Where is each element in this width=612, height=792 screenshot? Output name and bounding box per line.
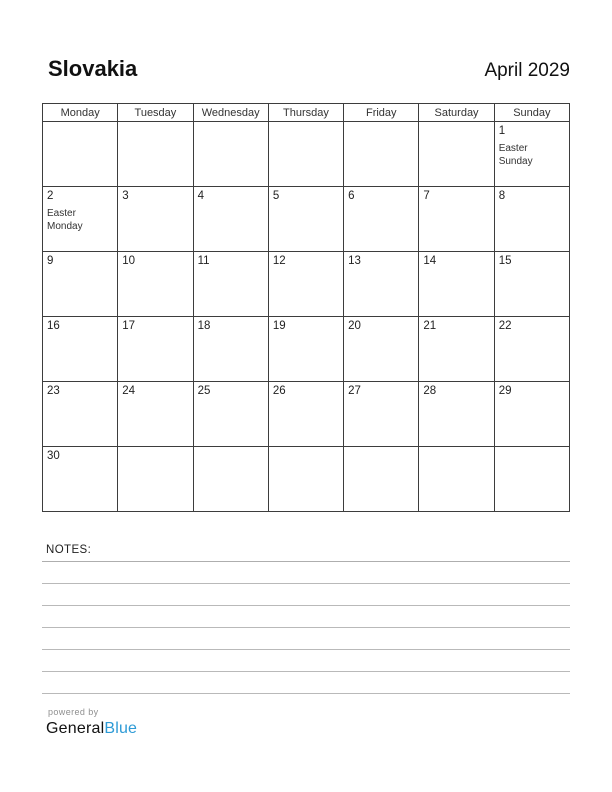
day-number: 29 bbox=[498, 385, 512, 397]
day-number: 25 bbox=[197, 385, 211, 397]
day-number: 16 bbox=[47, 320, 60, 332]
calendar-cell bbox=[268, 447, 343, 512]
calendar-cell bbox=[118, 187, 193, 252]
day-number: 22 bbox=[498, 320, 512, 332]
calendar-cell bbox=[193, 317, 268, 382]
notes-label-row bbox=[42, 538, 570, 562]
calendar-cell bbox=[344, 382, 419, 447]
weekday-header: Saturday bbox=[419, 104, 494, 122]
calendar-cell bbox=[118, 447, 193, 512]
day-number: 27 bbox=[348, 385, 361, 397]
holiday-label: Easter Monday bbox=[47, 207, 83, 233]
day-number: 21 bbox=[423, 320, 437, 332]
calendar-cell bbox=[268, 122, 343, 187]
calendar-cell bbox=[419, 122, 494, 187]
day-number: 5 bbox=[272, 190, 280, 202]
note-line bbox=[42, 562, 570, 584]
calendar-cell bbox=[494, 382, 569, 447]
note-line bbox=[42, 672, 570, 694]
day-number: 12 bbox=[272, 255, 286, 267]
day-number: 20 bbox=[348, 320, 361, 332]
calendar-cell bbox=[268, 317, 343, 382]
calendar-cell bbox=[43, 447, 118, 512]
weekday-header: Monday bbox=[43, 104, 118, 122]
calendar-cell bbox=[344, 187, 419, 252]
day-number: 2 bbox=[47, 190, 54, 202]
day-number: 26 bbox=[272, 385, 286, 397]
day-number: 23 bbox=[47, 385, 60, 397]
calendar-week-row bbox=[43, 252, 570, 317]
note-line bbox=[42, 628, 570, 650]
weekday-header-row bbox=[43, 104, 570, 122]
calendar-week-row bbox=[43, 122, 570, 187]
calendar-cell bbox=[43, 187, 118, 252]
day-number: 11 bbox=[197, 255, 210, 267]
holiday-label: Easter Sunday bbox=[498, 142, 533, 168]
calendar-cell bbox=[494, 122, 569, 187]
note-line bbox=[42, 584, 570, 606]
calendar-cell bbox=[43, 382, 118, 447]
weekday-header: Wednesday bbox=[193, 104, 268, 122]
notes-label: NOTES: bbox=[46, 544, 92, 556]
calendar-cell bbox=[419, 252, 494, 317]
day-number: 4 bbox=[197, 190, 204, 202]
calendar-cell bbox=[419, 187, 494, 252]
weekday-header: Sunday bbox=[494, 104, 569, 122]
calendar-cell bbox=[494, 317, 569, 382]
calendar-cell bbox=[43, 252, 118, 317]
calendar-cell bbox=[43, 317, 118, 382]
brand-blue-text: Blue bbox=[104, 720, 138, 737]
day-number: 7 bbox=[423, 190, 430, 202]
day-number: 13 bbox=[348, 255, 361, 267]
note-line bbox=[42, 650, 570, 672]
brand-logo bbox=[46, 720, 137, 738]
powered-by-label: powered by bbox=[48, 707, 99, 717]
day-number: 3 bbox=[122, 190, 129, 202]
calendar-cell bbox=[494, 252, 569, 317]
calendar-cell bbox=[419, 382, 494, 447]
notes-section bbox=[42, 538, 570, 694]
day-number: 28 bbox=[423, 385, 437, 397]
calendar-cell bbox=[494, 187, 569, 252]
calendar-cell bbox=[193, 187, 268, 252]
calendar-cell bbox=[344, 447, 419, 512]
weekday-header: Thursday bbox=[268, 104, 343, 122]
note-line bbox=[42, 606, 570, 628]
calendar-cell bbox=[43, 122, 118, 187]
calendar-cell bbox=[193, 252, 268, 317]
calendar-week-row bbox=[43, 382, 570, 447]
calendar-cell bbox=[494, 447, 569, 512]
day-number: 6 bbox=[348, 190, 355, 202]
calendar-cell bbox=[268, 252, 343, 317]
weekday-header: Tuesday bbox=[118, 104, 193, 122]
day-number: 8 bbox=[498, 190, 506, 202]
brand-general-text: General bbox=[46, 720, 105, 737]
day-number: 1 bbox=[498, 125, 506, 137]
calendar-week-row bbox=[43, 447, 570, 512]
calendar bbox=[42, 103, 570, 512]
day-number: 10 bbox=[122, 255, 136, 267]
month-year-label: April 2029 bbox=[484, 60, 570, 81]
page-title: Slovakia bbox=[48, 56, 138, 81]
calendar-cell bbox=[268, 382, 343, 447]
calendar-cell bbox=[268, 187, 343, 252]
calendar-week-row bbox=[43, 317, 570, 382]
day-number: 14 bbox=[423, 255, 437, 267]
day-number: 17 bbox=[122, 320, 136, 332]
calendar-cell bbox=[344, 122, 419, 187]
calendar-cell bbox=[118, 382, 193, 447]
day-number: 19 bbox=[272, 320, 286, 332]
day-number: 15 bbox=[498, 255, 512, 267]
footer bbox=[46, 707, 137, 738]
calendar-cell bbox=[419, 447, 494, 512]
calendar-cell bbox=[419, 317, 494, 382]
calendar-week-row bbox=[43, 187, 570, 252]
calendar-cell bbox=[344, 252, 419, 317]
calendar-cell bbox=[193, 447, 268, 512]
day-number: 18 bbox=[197, 320, 211, 332]
day-number: 24 bbox=[122, 385, 136, 397]
calendar-cell bbox=[118, 122, 193, 187]
weekday-header: Friday bbox=[344, 104, 419, 122]
calendar-cell bbox=[118, 317, 193, 382]
calendar-cell bbox=[344, 317, 419, 382]
calendar-cell bbox=[118, 252, 193, 317]
day-number: 30 bbox=[47, 450, 60, 462]
calendar-cell bbox=[193, 382, 268, 447]
calendar-cell bbox=[193, 122, 268, 187]
day-number: 9 bbox=[47, 255, 54, 267]
